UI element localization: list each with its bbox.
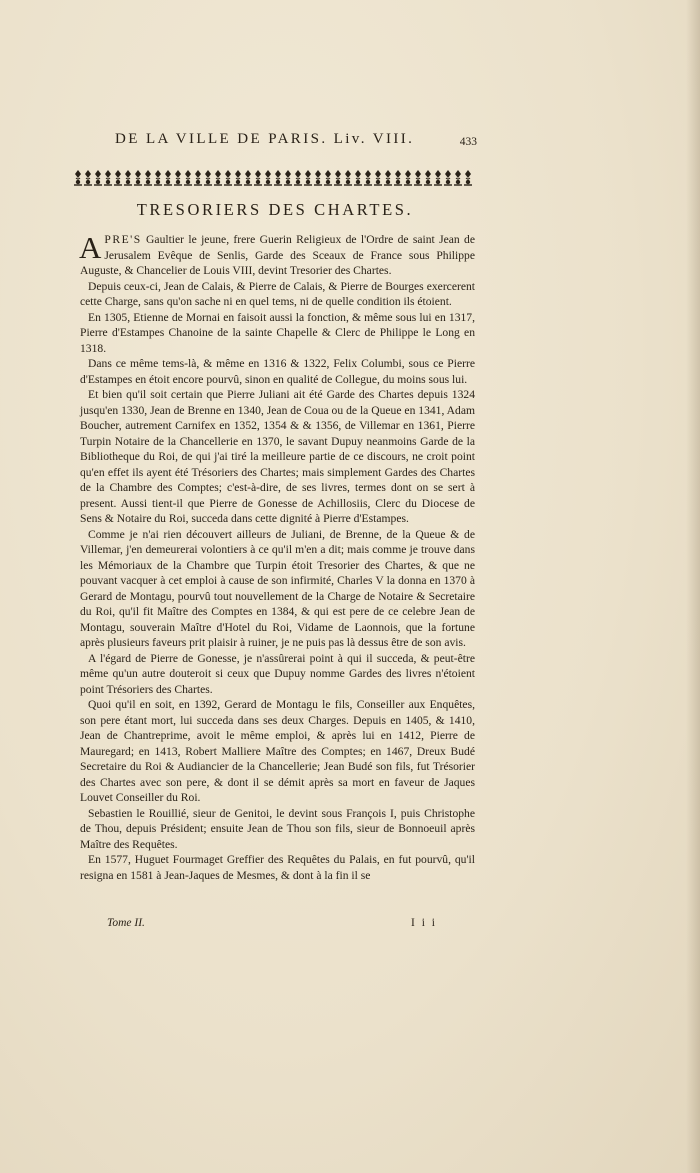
ornament-fleuron — [264, 170, 272, 185]
ornament-fleuron — [294, 170, 302, 185]
ornament-fleuron — [284, 170, 292, 185]
ornament-fleuron — [334, 170, 342, 185]
lead-word: PRE'S — [104, 233, 142, 246]
ornament-fleuron — [254, 170, 262, 185]
ornament-fleuron — [424, 170, 432, 185]
ornament-fleuron — [214, 170, 222, 185]
ornament-fleuron — [84, 170, 92, 185]
paragraph-1 — [80, 232, 475, 279]
paragraph-6: Comme je n'ai rien découvert ailleurs de Juliani, de Brenne, de la Queue & de Villemar, j'en demeurerai volontiers à ce qu'il m'en a dit; mais comme je trouve dans les Mémoriaux de la Chambre que Turpin étoit Tresorier des Chartes, & que ne pouvant vacquer à cet emploi à cause de son infirmité, Charles V la donna en 1370 à Gerard de Montagu, pourvû tout nouvellement de la Charge de Notaire & Secretaire du Roi, qu'il fit Maître des Comptes en 1384, & qui est pere de ce celebre Jean de Montagu, souverain Maître d'Hotel du Roi, Vidame de Laonnois, que la fortune après plusieurs faveurs prit plaisir à ruiner, je ne puis pas là dessus être de son avis. — [80, 527, 475, 649]
paragraph-10: En 1577, Huguet Fourmaget Greffier des Requêtes du Palais, en fut pourvû, qu'il resigna en 1581 à Jean-Jaques de Mesmes, & dont à la fin il se — [80, 853, 475, 882]
ornament-fleuron — [384, 170, 392, 185]
ornament-fleuron — [374, 170, 382, 185]
page-header — [115, 131, 477, 155]
ornament-fleuron — [354, 170, 362, 185]
ornament-fleuron — [364, 170, 372, 185]
body-text — [80, 232, 475, 883]
paragraph-5: Et bien qu'il soit certain que Pierre Juliani ait été Garde des Chartes depuis 1324 jusqu'en 1330, Jean de Brenne en 1340, Jean de Coua ou de la Queue en 1341, Adam Boucher, autrement Carnifex en 1352, 1354 & & 1356, de Villemar en 1361, Pierre Turpin Notaire de la Chancellerie en 1370, le savant Dupuy neanmoins Garde de la Bibliotheque du Roi, de qui j'ai tiré la meilleure partie de ce discours, ne croit point qu'en effet ils ayent été Trésoriers des Chartes; mais simplement Gardes des Chartes de la Chambre des Comptes; c'est-à-dire, de ses livres, termes dont on se sert à present. Aussi tient-il que Pierre de Gonesse de Achillosiis, Clerc du Diocese de Sens & Notaire du Roi, succeda dans cette dignité à Pierre d'Estampes. — [80, 388, 475, 525]
running-head: DE LA VILLE DE PARIS. Liv. VIII. — [115, 131, 415, 147]
ornament-fleuron — [464, 170, 472, 185]
ornament-fleuron — [274, 170, 282, 185]
ornament-fleuron — [194, 170, 202, 185]
ornament-fleuron — [134, 170, 142, 185]
ornament-fleuron — [414, 170, 422, 185]
ornament-fleuron — [394, 170, 402, 185]
paragraph-4: Dans ce même tems-là, & même en 1316 & 1322, Felix Columbi, sous ce Pierre d'Estampes en étoit encore pourvû, sinon en qualité de Collegue, du moins sous lui. — [80, 357, 475, 386]
paragraph-8: Quoi qu'il en soit, en 1392, Gerard de Montagu le fils, Conseiller aux Enquêtes, son pere étant mort, lui succeda dans ses deux Charges. Depuis en 1405, & 1410, Jean de Chantreprime, avoit le même emploi, & après lui en 1412, Pierre de Mauregard; en 1413, Robert Malliere Maître des Comptes; en 1467, Dreux Budé Secretaire du Roi & Audiancier de la Chancellerie; Jean Budé son fils, fut Trésorier des Chartes avec son pere, & dont il se démit après sa mort en faveur de Jaques Louvet Conseiller du Roi. — [80, 698, 475, 804]
drop-cap: A — [79, 230, 102, 265]
page-number: 433 — [459, 136, 477, 148]
ornament-fleuron — [164, 170, 172, 185]
ornament-fleuron — [154, 170, 162, 185]
page-footer — [80, 917, 475, 933]
ornament-fleuron — [444, 170, 452, 185]
paragraph-text: Gaultier le jeune, frere Guerin Religieux de l'Ordre de saint Jean de Jerusalem Evêque de Senlis, Garde des Sceaux de France sous Philippe Auguste, & Chancelier de Louis VIII, devint Tresorier des Chartes. — [80, 233, 475, 277]
ornament-fleuron — [124, 170, 132, 185]
ornament-fleuron — [244, 170, 252, 185]
ornament-fleuron — [454, 170, 462, 185]
ornament-fleuron — [184, 170, 192, 185]
ornament-fleuron — [434, 170, 442, 185]
paragraph-2: Depuis ceux-ci, Jean de Calais, & Pierre de Calais, & Pierre de Bourges exercerent cette Charge, sans qu'on sache ni en quel tems, ni de quelle condition ils étoient. — [80, 279, 475, 308]
page-gutter-shadow — [686, 0, 700, 1173]
ornament-fleuron — [94, 170, 102, 185]
decorative-ornament-band — [73, 167, 473, 187]
ornament-fleuron — [224, 170, 232, 185]
section-title: TRESORIERS DES CHARTES. — [136, 200, 414, 219]
ornament-fleuron — [234, 170, 242, 185]
ornament-fleuron — [304, 170, 312, 185]
ornament-fleuron — [144, 170, 152, 185]
ornament-fleuron — [74, 170, 82, 185]
ornament-fleuron — [404, 170, 412, 185]
ornament-fleuron — [314, 170, 322, 185]
ornament-fleuron — [324, 170, 332, 185]
ornament-fleuron — [104, 170, 112, 185]
volume-number: Tome II. — [107, 917, 145, 929]
paragraph-7: A l'égard de Pierre de Gonesse, je n'assûrerai point à qui il succeda, & peut-être même qu'un autre douteroit si ceux que Dupuy nomme Gardes des livres n'étoient point Trésoriers des Chartes. — [80, 651, 475, 696]
signature-mark: I i i — [411, 917, 437, 929]
ornament-fleuron — [204, 170, 212, 185]
paragraph-3: En 1305, Etienne de Mornai en faisoit aussi la fonction, & même sous lui en 1317, Pierre d'Estampes Chanoine de la sainte Chapelle & Clerc de Philippe le Long en 1318. — [80, 310, 475, 355]
paragraph-9: Sebastien le Rouillié, sieur de Genitoi, le devint sous François I, puis Christophe de Thou, depuis Président; ensuite Jean de Thou son fils, sieur de Bonnoeuil après Maître des Requêtes. — [80, 806, 475, 851]
ornament-fleuron — [114, 170, 122, 185]
ornament-fleuron — [344, 170, 352, 185]
ornament-fleuron — [174, 170, 182, 185]
